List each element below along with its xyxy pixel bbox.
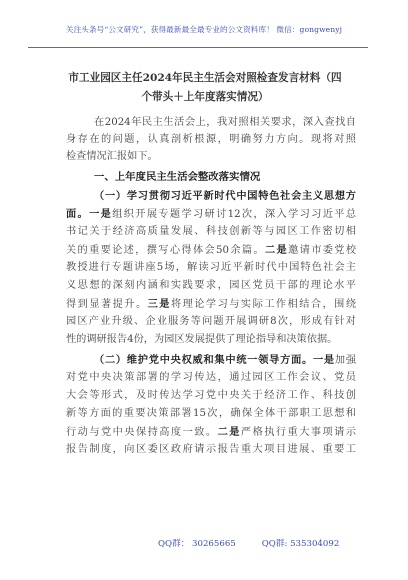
point-one-lead: 一是	[89, 208, 113, 220]
para1-line-7-pre: 得到显著提升。	[66, 299, 148, 310]
para1-line-9: 性的调研报告4份，为园区发展提供了理论指导和决策依据。	[66, 334, 338, 345]
para2-line-5-pre: 行动与党中央保持高度一致。	[66, 427, 218, 438]
para2-line-5-rest: 严格执行重大事项请示	[240, 427, 356, 438]
header-notice: 关注头条号“公文研究”，获得最新最全最专业的公文资料库！ 微信：gongwenyj	[65, 25, 343, 34]
para1-line-8: 园区产业升级、企业服务等问题开展调研8次，形成有针对	[66, 316, 356, 327]
sub2-line-1-rest: 加强	[334, 355, 356, 366]
point-two-lead: 二是	[265, 244, 289, 256]
para2-line-6: 报告制度，向区委区政府请示报告重大项目进展、重要工	[66, 444, 356, 455]
sub2-point-one-lead: 一是	[312, 354, 335, 366]
subsection-heading-2	[94, 353, 356, 368]
para2-line-4: 新等方面的重要决策部署15次，确保全体干部职工思想和	[66, 408, 356, 419]
para1-line-4	[66, 243, 356, 258]
para1-line-6: 义思想的深刻内涵和实践要求，园区党员干部的理论水平	[66, 280, 356, 291]
para1-line-4-rest: 邀请市委党校	[288, 245, 356, 256]
para1-line-2	[66, 207, 356, 222]
intro-line-3: 检查情况汇报如下。	[66, 151, 158, 162]
footer-qq-group-1: QQ群： 30265665	[158, 539, 236, 549]
para1-line-2-end: 面。	[66, 208, 90, 220]
para2-line-3: 大会等形式，及时传达学习党中央关于经济工作、科技创	[66, 390, 356, 401]
document-title-line-2: 个带头＋上年度落实情况）	[141, 91, 269, 103]
subsection-heading-1-text: （一）学习贯彻习近平新时代中国特色社会主义思想方	[94, 190, 356, 202]
intro-line-1: 在2024年民主生活会上，我对照相关要求，深入查找自	[94, 117, 356, 128]
para1-line-7	[66, 297, 356, 312]
intro-line-2: 身存在的问题，认真剖析根源，明确努力方向。现将对照	[66, 134, 356, 145]
para1-line-4-pre: 关的重要论述，撰写心得体会50余篇。	[66, 245, 266, 256]
header-divider	[28, 47, 368, 48]
subsection-heading-1	[94, 189, 356, 204]
footer-qq-groups	[158, 537, 339, 549]
document-title-line-1: 市工业园区主任2024年民主生活会对照检查发言材料（四	[68, 72, 342, 84]
point-three-lead: 三是	[147, 298, 171, 310]
para2-line-2: 对党中央决策部署的学习传达，通过园区工作会议、党员	[66, 372, 356, 383]
para2-line-5	[66, 425, 356, 440]
subsection-heading-2-text: （二）维护党中央权威和集中统一领导方面。	[94, 354, 313, 366]
footer-qq-group-2: QQ群: 535304092	[261, 539, 340, 549]
para1-line-7-rest: 将理论学习与实际工作相结合，围绕	[170, 299, 356, 310]
section-heading-1: 一、上年度民主生活会整改落实情况	[94, 171, 261, 183]
para1-line-2-text: 组织开展专题学习研讨12次，深入学习习近平总	[112, 209, 356, 220]
para1-line-5: 教授进行专题讲座5场，解读习近平新时代中国特色社会主	[66, 262, 356, 273]
sub2-point-two-lead: 二是	[217, 426, 241, 438]
para1-line-3: 书记关于经济高质量发展、科技创新等与园区工作密切相	[66, 226, 356, 237]
